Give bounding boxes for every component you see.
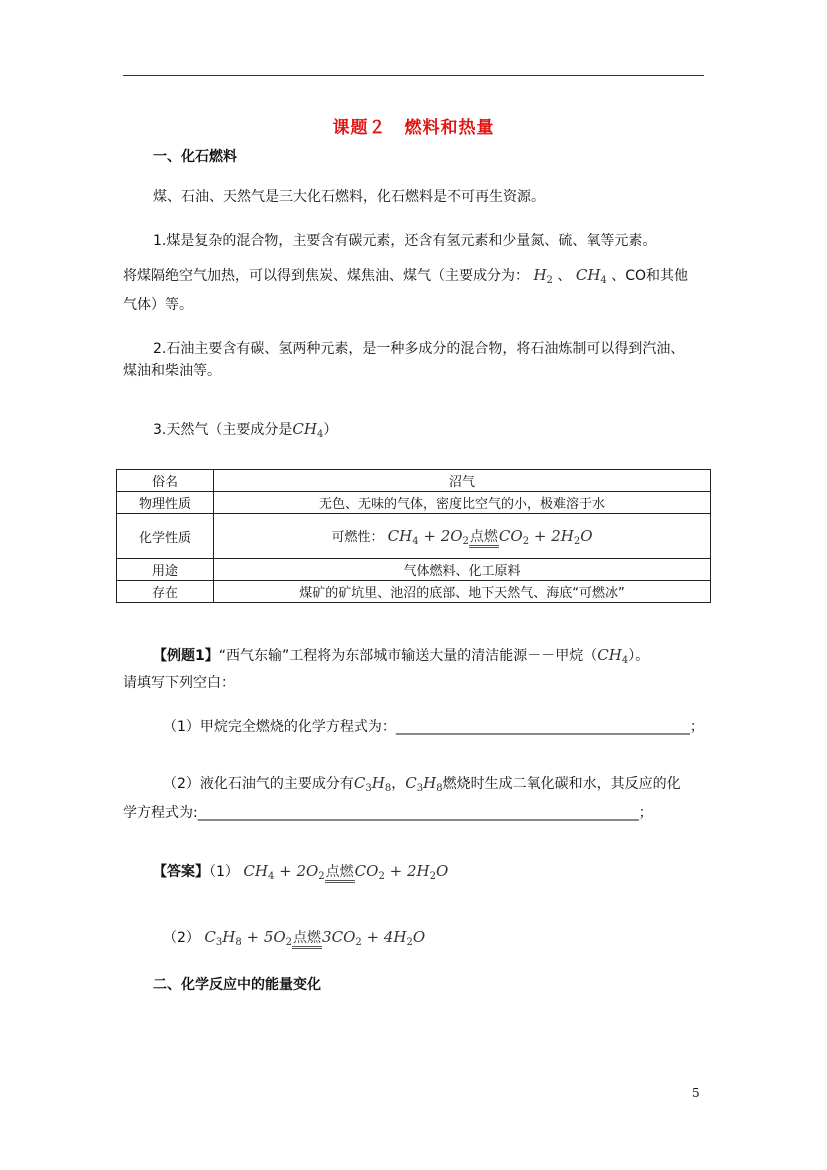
table-key: 用途 — [117, 559, 214, 581]
oil-line-2: 煤油和柴油等。 — [123, 363, 221, 379]
formula-ch4: $CH_4$ — [575, 266, 607, 286]
formula-c3h8: $C_3H_8$ — [353, 774, 392, 794]
answer-2-equation: $C_3H_8 + 5O_2$点燃$3CO_2 + 4H_2O$ — [204, 928, 426, 948]
coal-line-2-sep2: 、CO和其他 — [611, 268, 689, 284]
answer-label: 【答案】 — [153, 864, 209, 880]
table-key: 俗名 — [117, 470, 214, 492]
table-row — [117, 581, 711, 603]
answer-2 — [163, 927, 425, 953]
coal-line-2 — [123, 265, 688, 291]
table-value — [214, 514, 711, 559]
header-rule — [123, 75, 704, 76]
example-text: “西气东输”工程将为东部城市输送大量的清洁能源－－甲烷（ — [218, 648, 598, 664]
methane-combustion-equation: $CH_4 + 2O_2$点燃$CO_2 + 2H_2O$ — [387, 526, 593, 547]
answer-1 — [153, 861, 448, 887]
example-line-1 — [153, 645, 649, 671]
oil-line-1: 2.石油主要含有碳、氢两种元素，是一种多成分的混合物，将石油炼制可以得到汽油、 — [153, 341, 685, 357]
table-row — [117, 470, 711, 492]
natural-gas-suffix: ） — [323, 422, 338, 438]
chem-property-label: 可燃性： — [331, 529, 384, 545]
q2-suffix: 燃烧时生成二氧化碳和水，其反应的化 — [442, 776, 681, 792]
question-1: （1）甲烷完全燃烧的化学方程式为：__________________________________________； — [163, 719, 704, 735]
answer-1-equation: $CH_4 + 2O_2$点燃$CO_2 + 2H_2O$ — [243, 862, 449, 882]
coal-line-2-sep: 、 — [557, 268, 572, 284]
table-value: 煤矿的矿坑里、池沼的底部、地下天然气、海底“可燃冰” — [214, 581, 711, 603]
table-value: 无色、无味的气体，密度比空气的小，极难溶于水 — [214, 492, 711, 514]
coal-line-2-prefix: 将煤隔绝空气加热，可以得到焦炭、煤焦油、煤气（主要成分为： — [123, 268, 529, 284]
natural-gas-prefix: 3.天然气（主要成分是 — [153, 422, 293, 438]
answer-2-prefix: （2） — [163, 930, 200, 946]
table-key: 化学性质 — [117, 514, 214, 559]
example-line-2: 请填写下列空白： — [123, 675, 235, 691]
coal-line-1: 1.煤是复杂的混合物，主要含有碳元素，还含有氢元素和少量氮、硫、氧等元素。 — [153, 233, 657, 249]
q2-prefix: （2）液化石油气的主要成分有 — [163, 776, 354, 792]
q2-mid: ， — [391, 776, 406, 792]
formula-ch4: $CH_4$ — [597, 646, 629, 666]
methane-properties-table — [116, 469, 711, 603]
table-key: 存在 — [117, 581, 214, 603]
table-key: 物理性质 — [117, 492, 214, 514]
example-label: 【例题1】 — [153, 648, 219, 664]
answer-1-prefix: （1） — [209, 864, 239, 880]
formula-c3h8: $C_3H_8$ — [405, 774, 443, 794]
question-2-line-1 — [163, 773, 681, 799]
example-text-end: ）。 — [628, 648, 650, 664]
natural-gas-line — [153, 419, 337, 445]
table-row — [117, 492, 711, 514]
table-row — [117, 514, 711, 559]
question-2-line-2: 学方程式为:_______________________________________________________________； — [123, 805, 653, 821]
table-value: 沼气 — [214, 470, 711, 492]
table-value: 气体燃料、化工原料 — [214, 559, 711, 581]
page-number: 5 — [692, 1086, 700, 1100]
table-row — [117, 559, 711, 581]
formula-h2: $H_2$ — [533, 266, 553, 286]
coal-line-3: 气体）等。 — [123, 297, 193, 313]
section-1-heading: 一、化石燃料 — [153, 149, 237, 165]
section-2-heading: 二、化学反应中的能量变化 — [153, 977, 321, 993]
intro-paragraph: 煤、石油、天然气是三大化石燃料，化石燃料是不可再生资源。 — [153, 189, 545, 205]
formula-ch4: $CH_4$ — [292, 420, 324, 440]
page-title: 课题２ 燃料和热量 — [332, 118, 495, 138]
